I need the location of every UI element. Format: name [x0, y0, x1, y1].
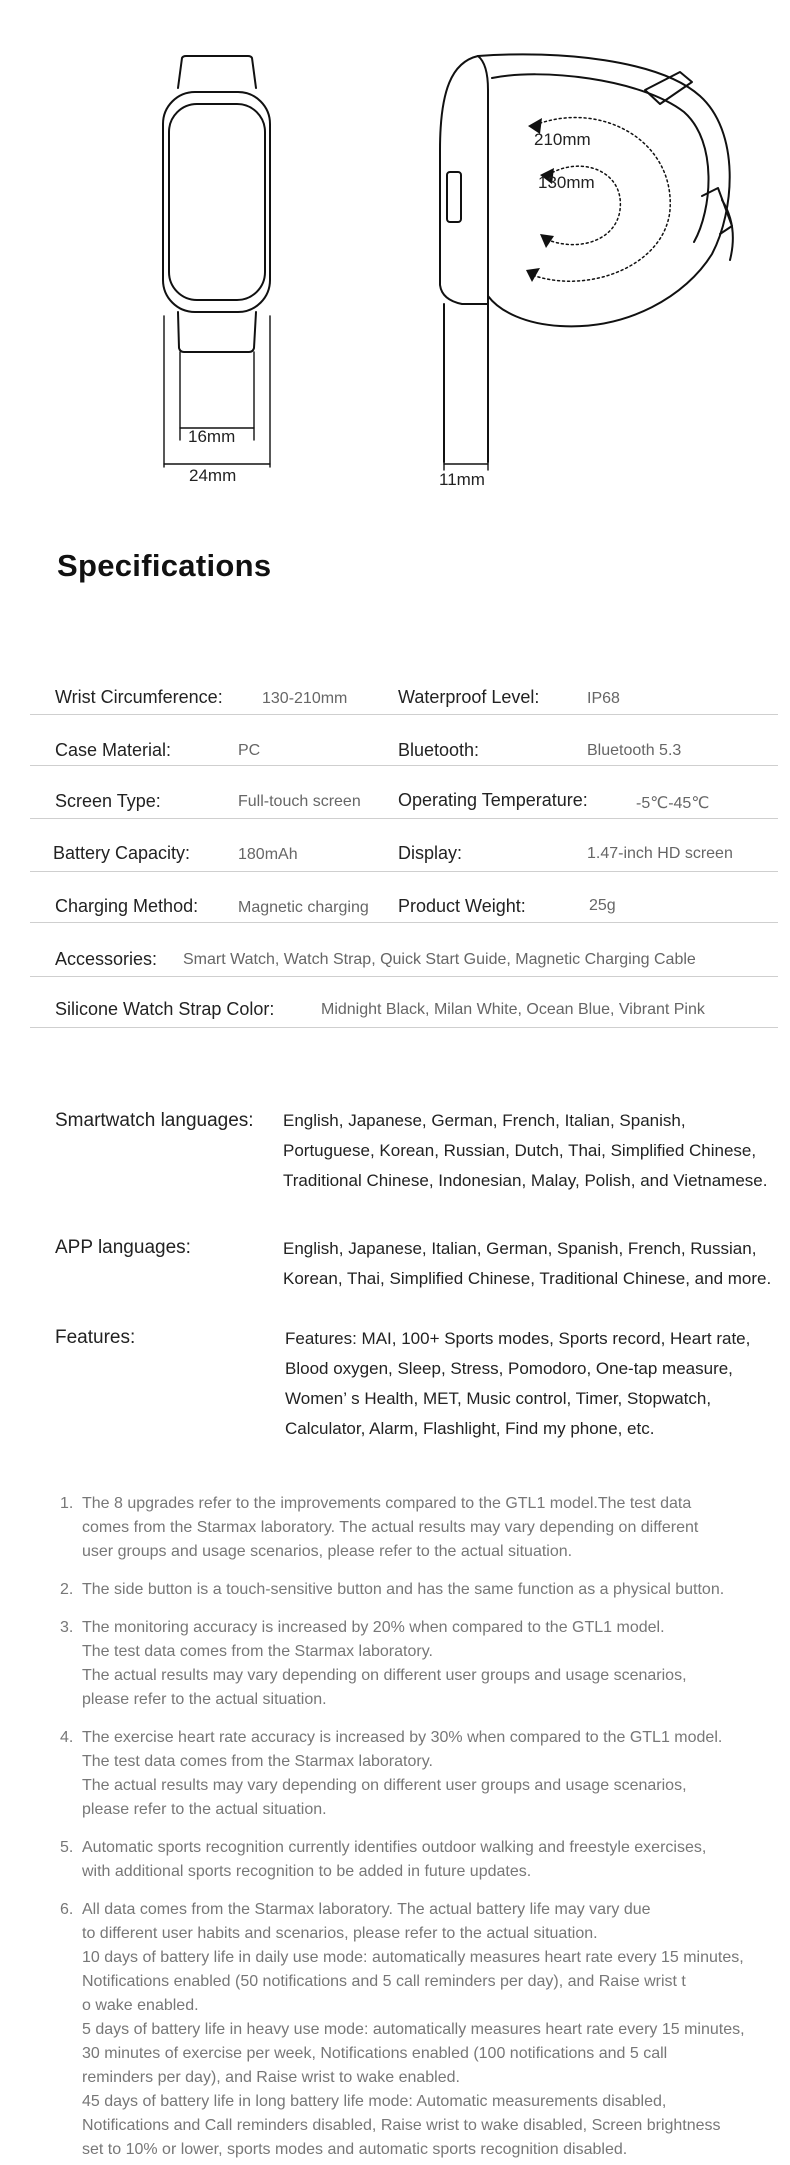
row-divider: [30, 765, 778, 766]
spec-label: Operating Temperature:: [398, 790, 588, 810]
footnote-line: please refer to the actual situation.: [82, 1801, 327, 1818]
footnote-line: Notifications enabled (50 notifications and 5 call reminders per day), and Raise wrist t: [82, 1973, 686, 1990]
band-width-small-label: 16mm: [188, 427, 236, 446]
row-divider: [30, 922, 778, 923]
text-line: Women’ s Health, MET, Music control, Timer, Stopwatch,: [285, 1389, 712, 1408]
max-circumference-label: 210mm: [534, 130, 591, 149]
footnote-line: The actual results may vary depending on different user groups and usage scenarios,: [82, 1777, 687, 1794]
footnote-number: 2.: [60, 1581, 74, 1598]
row-divider: [30, 1027, 778, 1028]
min-circumference-label: 130mm: [538, 173, 595, 192]
spec-value: 130-210mm: [262, 690, 348, 707]
text-line: English, Japanese, Italian, German, Spanish, French, Russian,: [283, 1239, 757, 1258]
spec-label: Case Material:: [55, 740, 172, 760]
footnote-line: Automatic sports recognition currently identifies outdoor walking and freestyle exercises,: [82, 1839, 707, 1856]
spec-value: 1.47-inch HD screen: [587, 845, 733, 862]
features-text: [285, 1324, 785, 1444]
footnote-item: [60, 1616, 775, 1712]
footnote-line: The exercise heart rate accuracy is increased by 30% when compared to the GTL1 model.: [82, 1729, 723, 1746]
spec-value: -5℃-45℃: [636, 795, 710, 812]
text-line: Korean, Thai, Simplified Chinese, Traditional Chinese, and more.: [283, 1269, 772, 1288]
text-line: Calculator, Alarm, Flashlight, Find my phone, etc.: [285, 1419, 655, 1438]
spec-label: Screen Type:: [55, 791, 161, 811]
footnote-line: to different user habits and scenarios, please refer to the actual situation.: [82, 1925, 598, 1942]
text-line: Blood oxygen, Sleep, Stress, Pomodoro, One-tap measure,: [285, 1359, 733, 1378]
footnote-number: 6.: [60, 1901, 74, 1918]
band-width-large-label: 24mm: [189, 466, 237, 485]
spec-label: Bluetooth:: [398, 740, 480, 760]
footnote-line: Notifications and Call reminders disabled, Raise wrist to wake disabled, Screen brightness: [82, 2117, 721, 2134]
dimension-diagrams: [0, 0, 790, 520]
spec-value: Magnetic charging: [238, 899, 369, 916]
footnotes: [60, 1492, 775, 2162]
footnote-line: user groups and usage scenarios, please refer to the actual situation.: [82, 1543, 573, 1560]
footnote-line: 45 days of battery life in long battery life mode: Automatic measurements disabled,: [82, 2093, 667, 2110]
spec-value: IP68: [587, 690, 620, 707]
footnote-line: comes from the Starmax laboratory. The actual results may vary depending on different: [82, 1519, 699, 1536]
text-line: Traditional Chinese, Indonesian, Malay, Polish, and Vietnamese.: [283, 1171, 768, 1190]
accessories-label: Accessories:: [55, 949, 158, 969]
footnote-line: please refer to the actual situation.: [82, 1691, 327, 1708]
footnote-line: 30 minutes of exercise per week, Notifications enabled (100 notifications and 5 call: [82, 2045, 668, 2062]
footnote-item: [60, 1836, 775, 1884]
spec-label: Charging Method:: [55, 896, 199, 916]
thickness-label: 11mm: [439, 470, 485, 489]
footnote-line: 10 days of battery life in daily use mode: automatically measures heart rate every 15 minutes,: [82, 1949, 744, 1966]
spec-value: 25g: [589, 897, 616, 914]
footnote-line: with additional sports recognition to be added in future updates.: [82, 1863, 532, 1880]
features-label: Features:: [55, 1327, 136, 1348]
strap-color-value: Midnight Black, Milan White, Ocean Blue, Vibrant Pink: [321, 1001, 705, 1018]
spec-label: Waterproof Level:: [398, 687, 540, 707]
smartwatch-languages-text: [283, 1106, 783, 1196]
footnote-item: [60, 1492, 775, 1564]
spec-label: Wrist Circumference:: [55, 687, 223, 707]
footnote-number: 4.: [60, 1729, 74, 1746]
accessories-value: Smart Watch, Watch Strap, Quick Start Guide, Magnetic Charging Cable: [183, 951, 696, 968]
smartwatch-languages-label: Smartwatch languages:: [55, 1110, 254, 1131]
footnote-line: The test data comes from the Starmax laboratory.: [82, 1643, 433, 1660]
spec-value: Full-touch screen: [238, 793, 361, 810]
app-languages-text: [283, 1234, 783, 1294]
text-line: English, Japanese, German, French, Italian, Spanish,: [283, 1111, 686, 1130]
footnote-number: 5.: [60, 1839, 74, 1856]
spec-label: Battery Capacity:: [53, 843, 191, 863]
footnote-item: [60, 1898, 775, 2162]
footnote-line: set to 10% or lower, sports modes and automatic sports recognition disabled.: [82, 2141, 628, 2158]
watch-line-drawing: [0, 0, 790, 520]
footnote-item: [60, 1578, 775, 1602]
spec-value: PC: [238, 742, 261, 759]
footnote-item: [60, 1726, 775, 1822]
footnote-line: The 8 upgrades refer to the improvements compared to the GTL1 model.The test data: [82, 1495, 692, 1512]
spec-label: Display:: [398, 843, 463, 863]
strap-color-label: Silicone Watch Strap Color:: [55, 999, 275, 1019]
footnote-line: All data comes from the Starmax laboratory. The actual battery life may vary due: [82, 1901, 651, 1918]
row-divider: [30, 714, 778, 715]
footnote-line: The test data comes from the Starmax laboratory.: [82, 1753, 433, 1770]
footnote-number: 3.: [60, 1619, 74, 1636]
footnote-line: The monitoring accuracy is increased by 20% when compared to the GTL1 model.: [82, 1619, 665, 1636]
text-line: Features: MAI, 100+ Sports modes, Sports record, Heart rate,: [285, 1329, 751, 1348]
spec-value: Bluetooth 5.3: [587, 742, 682, 759]
spec-value: 180mAh: [238, 846, 298, 863]
app-languages-label: APP languages:: [55, 1237, 191, 1258]
row-divider: [30, 871, 778, 872]
text-line: Portuguese, Korean, Russian, Dutch, Thai, Simplified Chinese,: [283, 1141, 757, 1160]
row-divider: [30, 818, 778, 819]
footnote-number: 1.: [60, 1495, 74, 1512]
footnote-line: The side button is a touch-sensitive button and has the same function as a physical button.: [82, 1581, 725, 1598]
spec-label: Product Weight:: [398, 896, 526, 916]
footnote-line: o wake enabled.: [82, 1997, 199, 2014]
footnote-line: reminders per day), and Raise wrist to wake enabled.: [82, 2069, 460, 2086]
footnote-line: The actual results may vary depending on different user groups and usage scenarios,: [82, 1667, 687, 1684]
page-title: Specifications: [57, 548, 272, 583]
row-divider: [30, 976, 778, 977]
footnote-line: 5 days of battery life in heavy use mode: automatically measures heart rate every 15 minutes,: [82, 2021, 745, 2038]
